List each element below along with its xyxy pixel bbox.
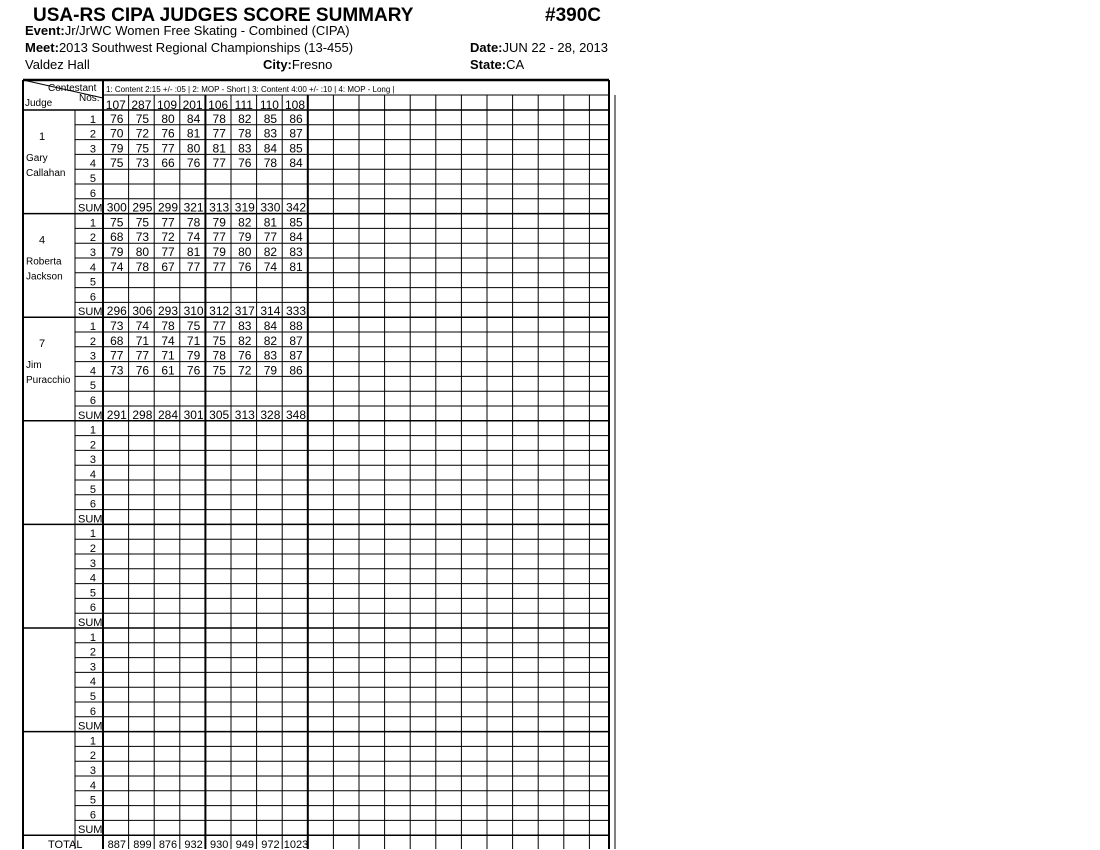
row-label: 6 (89, 187, 96, 200)
total-value: 972 (261, 839, 280, 850)
event-label: Event: (25, 23, 65, 38)
score-value: 78 (212, 111, 226, 126)
sum-value: 296 (106, 304, 127, 319)
sum-value: 295 (132, 200, 153, 215)
row-label: 6 (89, 395, 96, 407)
score-value: 68 (110, 333, 124, 348)
score-value: 61 (161, 363, 175, 378)
score-value: 80 (161, 111, 175, 126)
score-value: 77 (135, 348, 150, 363)
meet-label: Meet: (25, 40, 59, 55)
sum-value: 342 (285, 200, 307, 215)
total-value: 932 (184, 839, 203, 850)
total-value: 876 (158, 839, 178, 850)
event-value: Jr/JrWC Women Free Skating - Combined (CIPA) (64, 23, 350, 38)
sum-value: 301 (183, 407, 204, 422)
date-value: JUN 22 - 28, 2013 (502, 40, 609, 55)
sum-label: SUM (78, 513, 103, 526)
total-value: 1023 (283, 839, 309, 850)
sum-value: 328 (260, 407, 281, 422)
score-value: 82 (263, 333, 278, 348)
corner-nos-label: Nos. (79, 93, 100, 104)
score-value: 76 (186, 363, 201, 378)
score-value: 71 (161, 348, 175, 363)
score-value: 73 (110, 319, 124, 333)
score-value: 71 (135, 333, 150, 348)
score-value: 84 (263, 141, 278, 156)
row-label: 4 (89, 365, 96, 378)
scoring-legend: 1: Content 2:15 +/- :05 | 2: MOP - Short | 3: Content 4:00 +/- :10 | 4: MOP - Long | (106, 85, 395, 94)
score-value: 76 (135, 363, 150, 378)
row-label: 3 (89, 247, 96, 259)
row-label: 6 (89, 602, 96, 615)
score-value: 73 (110, 363, 124, 378)
score-value: 66 (161, 156, 175, 171)
score-value: 82 (238, 111, 252, 126)
sum-value: 293 (157, 304, 179, 319)
score-value: 81 (186, 126, 201, 141)
sum-value: 313 (209, 200, 230, 215)
row-label: 1 (89, 631, 96, 644)
row-label: 4 (89, 261, 96, 274)
row-label: 5 (89, 380, 96, 393)
score-value: 82 (238, 333, 252, 348)
score-value: 70 (110, 126, 124, 141)
sum-value: 330 (260, 200, 281, 215)
score-value: 67 (161, 259, 175, 274)
row-label: 2 (89, 335, 96, 348)
score-value: 73 (135, 230, 150, 245)
row-label: 2 (89, 128, 96, 141)
score-value: 79 (110, 141, 124, 156)
total-value: 949 (235, 839, 254, 850)
score-value: 84 (289, 156, 303, 171)
score-value: 76 (110, 111, 124, 126)
score-value: 83 (263, 348, 278, 363)
score-value: 86 (289, 111, 303, 126)
judge-number: 4 (38, 234, 46, 247)
score-value: 72 (135, 126, 150, 141)
contestant-number: 287 (131, 98, 152, 112)
row-label: 2 (89, 750, 96, 763)
score-value: 86 (289, 363, 303, 378)
score-value: 85 (263, 111, 278, 126)
sum-value: 284 (157, 407, 179, 422)
sum-value: 312 (209, 304, 230, 319)
score-value: 75 (135, 111, 150, 126)
sum-value: 310 (183, 304, 204, 319)
score-value: 85 (289, 215, 303, 230)
sum-value: 291 (106, 407, 127, 422)
sum-value: 333 (285, 304, 307, 319)
score-value: 68 (110, 230, 124, 245)
judge-first-name: Jim (26, 360, 42, 371)
total-value: 899 (133, 839, 152, 850)
score-value: 74 (263, 259, 278, 274)
contestant-number: 107 (105, 98, 126, 112)
corner-contestant-label: Contestant (48, 83, 97, 94)
row-label: 1 (89, 113, 96, 126)
venue: Valdez Hall (25, 57, 90, 72)
sum-value: 317 (234, 304, 255, 319)
sum-value: 298 (132, 407, 153, 422)
row-label: 1 (89, 424, 96, 437)
sum-label: SUM (78, 306, 103, 319)
score-value: 76 (238, 259, 252, 274)
row-label: 3 (89, 454, 96, 467)
score-value: 77 (161, 245, 175, 259)
score-value: 77 (110, 348, 124, 363)
score-value: 78 (186, 215, 201, 230)
city-value: Fresno (291, 57, 333, 72)
judge-last-name: Jackson (26, 271, 63, 283)
page-title: USA-RS CIPA JUDGES SCORE SUMMARY (33, 5, 414, 26)
row-label: 3 (89, 557, 96, 570)
sum-value: 306 (132, 304, 153, 319)
row-label: 6 (89, 291, 96, 304)
score-value: 88 (289, 319, 303, 333)
score-value: 72 (238, 363, 252, 378)
contestant-number: 109 (156, 98, 178, 112)
score-value: 78 (238, 126, 252, 141)
contestant-number: 111 (234, 98, 253, 112)
score-value: 76 (161, 126, 175, 141)
score-value: 74 (110, 259, 124, 274)
sum-value: 321 (183, 200, 204, 215)
score-value: 74 (135, 319, 150, 333)
score-value: 83 (238, 141, 252, 156)
score-value: 77 (263, 230, 278, 245)
row-label: 4 (89, 779, 96, 792)
row-label: 4 (89, 572, 96, 585)
corner-judge-label: Judge (25, 98, 53, 109)
contestant-number: 108 (284, 98, 306, 112)
state-label: State: (470, 57, 507, 72)
judge-first-name: Gary (26, 152, 48, 164)
sum-value: 314 (260, 304, 281, 319)
score-value: 75 (212, 333, 226, 348)
row-label: 3 (89, 765, 96, 777)
score-value: 87 (289, 126, 303, 141)
score-value: 77 (212, 259, 226, 274)
score-value: 79 (238, 230, 252, 245)
score-value: 79 (212, 245, 226, 259)
row-label: 5 (89, 691, 96, 703)
total-label: TOTAL (48, 839, 83, 850)
score-value: 77 (212, 126, 226, 141)
score-value: 85 (289, 141, 303, 156)
score-value: 81 (263, 215, 278, 230)
score-value: 78 (212, 348, 226, 363)
score-value: 77 (212, 230, 226, 245)
score-value: 79 (110, 245, 124, 259)
row-label: 3 (89, 350, 96, 363)
sum-value: 319 (234, 200, 255, 215)
row-label: 6 (89, 498, 96, 511)
score-value: 81 (212, 141, 226, 156)
score-value: 76 (238, 156, 252, 171)
score-value: 77 (161, 141, 175, 156)
score-value: 84 (186, 111, 201, 126)
row-label: 2 (89, 646, 96, 659)
score-value: 76 (186, 156, 201, 171)
row-label: 2 (89, 543, 96, 555)
score-value: 82 (238, 215, 252, 230)
sum-value: 305 (209, 407, 230, 422)
score-value: 73 (135, 156, 150, 171)
row-label: 5 (89, 587, 96, 600)
sum-label: SUM (78, 617, 103, 629)
score-value: 77 (186, 259, 201, 274)
sum-value: 300 (106, 200, 127, 215)
contestant-number: 110 (259, 98, 279, 112)
row-label: 1 (89, 735, 96, 748)
row-label: 3 (89, 661, 96, 674)
judge-number: 1 (38, 130, 46, 143)
row-label: 6 (89, 705, 96, 718)
score-value: 79 (212, 215, 226, 230)
score-value: 72 (161, 230, 175, 245)
score-value: 78 (161, 319, 175, 333)
date-label: Date: (470, 40, 503, 55)
score-value: 75 (110, 156, 124, 171)
row-label: 6 (89, 809, 96, 822)
state-value: CA (506, 57, 525, 72)
score-value: 75 (135, 141, 150, 156)
score-value: 80 (238, 245, 252, 259)
score-value: 75 (186, 319, 201, 333)
score-value: 75 (110, 215, 124, 230)
score-value: 74 (186, 230, 201, 245)
score-value: 83 (238, 319, 252, 333)
row-label: 5 (89, 794, 96, 807)
row-label: 2 (89, 232, 96, 245)
row-label: 5 (89, 483, 96, 496)
sum-value: 348 (285, 407, 307, 422)
sum-value: 299 (157, 200, 179, 215)
row-label: 2 (89, 439, 96, 452)
row-label: 1 (89, 321, 96, 333)
score-value: 78 (263, 156, 278, 171)
sum-label: SUM (78, 202, 103, 215)
judge-last-name: Callahan (26, 167, 66, 179)
score-value: 81 (186, 245, 201, 259)
score-value: 84 (263, 319, 278, 333)
score-value: 83 (263, 126, 278, 141)
row-label: 1 (89, 528, 96, 541)
sum-label: SUM (78, 720, 103, 733)
total-value: 887 (107, 839, 126, 850)
sum-value: 313 (234, 407, 255, 422)
score-value: 77 (212, 156, 226, 171)
score-value: 79 (186, 348, 201, 363)
row-label: 4 (89, 158, 96, 171)
row-label: 5 (89, 173, 96, 185)
score-value: 78 (135, 259, 150, 274)
judge-last-name: Puracchio (26, 375, 71, 386)
score-value: 83 (289, 245, 303, 259)
score-value: 76 (238, 348, 252, 363)
score-value: 80 (135, 245, 150, 259)
row-label: 4 (89, 469, 96, 481)
score-value: 74 (161, 333, 175, 348)
sum-label: SUM (78, 409, 103, 422)
score-value: 77 (212, 319, 226, 333)
score-value: 79 (263, 363, 278, 378)
score-value: 80 (186, 141, 201, 156)
contestant-number: 201 (182, 98, 203, 112)
meet-value: 2013 Southwest Regional Championships (13-455) (58, 40, 354, 55)
score-value: 71 (186, 333, 201, 348)
contestant-number: 106 (208, 98, 229, 112)
judge-first-name: Roberta (26, 256, 62, 268)
row-label: 1 (89, 217, 96, 230)
score-value: 75 (212, 363, 226, 378)
form-code: #390C (545, 5, 601, 26)
row-label: 3 (89, 143, 96, 156)
score-value: 81 (289, 259, 303, 274)
score-value: 82 (263, 245, 278, 259)
score-value: 84 (289, 230, 303, 245)
score-value: 75 (135, 215, 150, 230)
row-label: 4 (89, 676, 96, 689)
score-value: 77 (161, 215, 175, 230)
score-value: 87 (289, 348, 303, 363)
sum-label: SUM (78, 824, 103, 837)
score-value: 87 (289, 333, 303, 348)
total-value: 930 (210, 839, 229, 850)
city-label: City: (263, 57, 292, 72)
judge-number: 7 (38, 338, 46, 350)
row-label: 5 (89, 276, 96, 289)
